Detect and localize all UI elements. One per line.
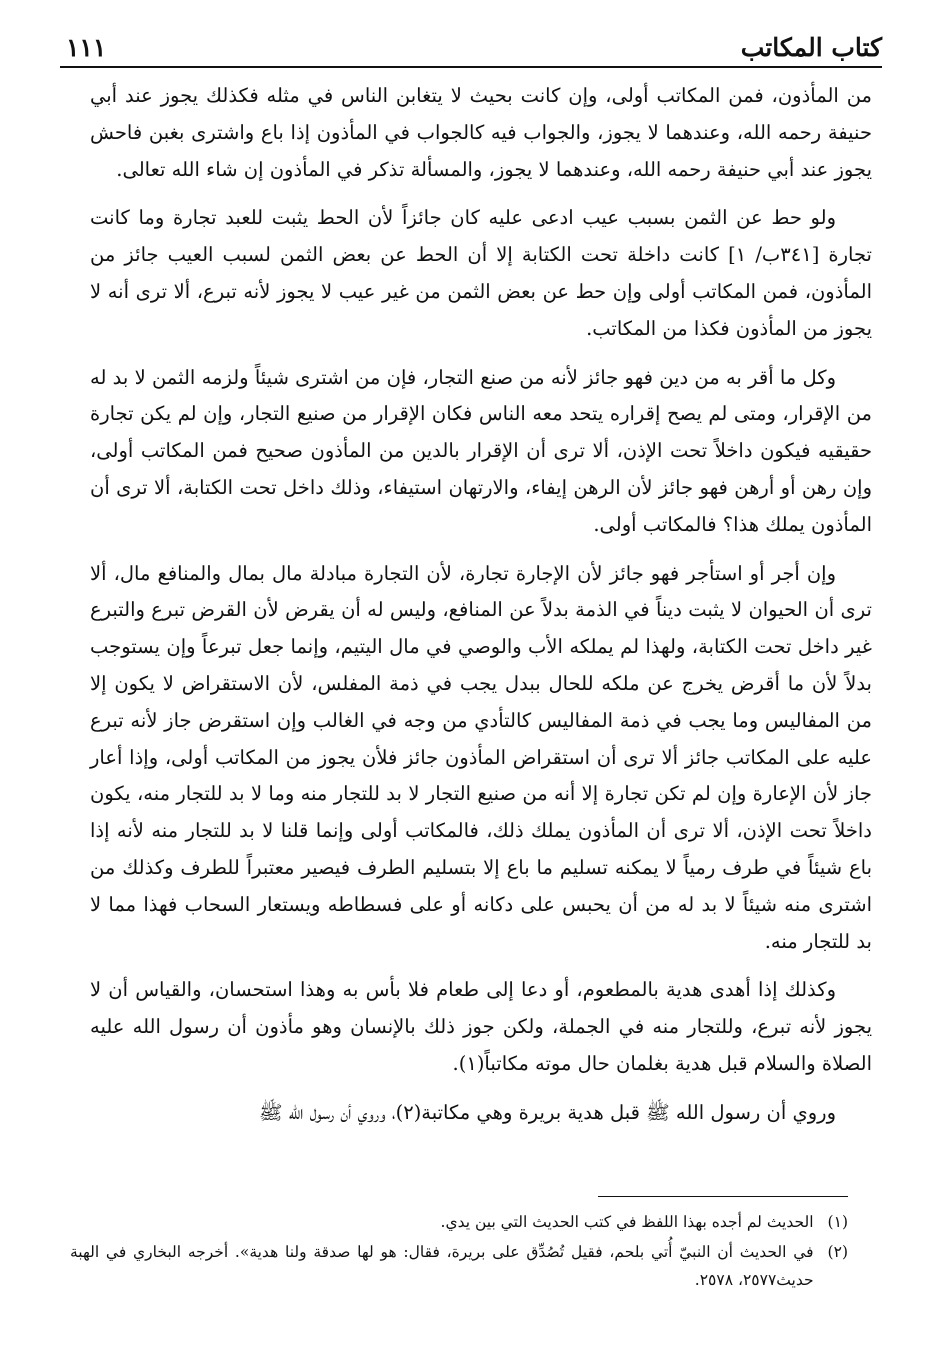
footnote — [70, 1238, 848, 1294]
paragraph: وإن أجر أو استأجر فهو جائز لأن الإجارة تجارة، لأن التجارة مبادلة مال بمال والمنافع مال، ألا ترى أن الحيوان لا يثبت ديناً في الذمة بدلاً عن المنافع، وليس له أن يقرض لأن القرض تبرع والتبرع غير داخل تحت الكتابة، ولهذا لم يملكه الأب والوصي في مال اليتيم، وإنما جعل تبرعاً وإن يستوجب بدلاً لأن ما أقرض يخرج عن ملكه للحال ببدل يجب في ذمة المفلس، لأن الاستقراض لا يكون إلا من المفاليس وما يجب في ذمة المفاليس كالتأدي من وجه في الغالب وإن استقرض جاز لأنه تبرع عليه على المكاتب جائز ألا ترى أن استقراض المأذون جائز فلأن يجوز من المكاتب أولى، وإذا أعار جاز لأن الإعارة وإن لم تكن تجارة إلا أنه من صنيع التجار لا بد للتجار منه وما لا بد للتجار منه، يكون داخلاً تحت الإذن، ألا ترى أن المأذون يملك ذلك، فالمكاتب أولى وإنما قلنا لا بد للتجار منه لأنه إذا باع شيئاً في طرف رمياً لا يمكنه تسليم ما باع إلا بتسليم الطرف فيصير معتبراً للطرف وكذلك من اشترى منه شيئاً لا بد له من أن يحبس على دكانه أو على فسطاطه ويستعار السحاب فهذا مما لا بد للتجار منه. — [90, 561, 872, 953]
paragraph: وكل ما أقر به من دين فهو جائز لأنه من صنع التجار، فإن من اشترى شيئاً ولزمه الثمن لا بد له من الإقرار، ومتى لم يصح إقراره يتحد معه الناس فكان الإقرار من صنيع التجار، وإن لم يكن تجارة حقيقيه فيكون داخلاً تحت الإذن، ألا ترى أن الإقرار بالدين من المأذون صحيح فمن المكاتب أولى، وإن رهن أو أرهن فهو جائز لأن الرهن إيفاء، والارتهان استيفاء، وذلك داخل تحت الكتابة، ألا ترى أن المأذون يملك هذا؟ فالمكاتب أولى. — [90, 365, 872, 536]
footnote-text: الحديث لم أجده بهذا اللفظ في كتب الحديث التي بين يدي. — [440, 1213, 814, 1231]
page-header — [66, 18, 882, 62]
footnote — [70, 1208, 848, 1236]
footnote-rule — [598, 1196, 848, 1197]
paragraph: ولو حط عن الثمن بسبب عيب ادعى عليه كان جائزاً لأن الحط يثبت للعبد تجارة وما كانت تجارة [٣٤١ب/ ١] كانت داخلة تحت الكتابة إلا أن الحط عن بعض الثمن لسبب العيب جائز من المأذون، فمن المكاتب أولى وإن حط عن بعض الثمن من غير عيب لا يجوز لأنه تبرع، ألا ترى أنه لا يجوز من المأذون فكذا من المكاتب. — [90, 206, 872, 340]
page-number: ١١١ — [66, 33, 107, 62]
header-rule — [60, 66, 882, 68]
footnote-number: (١) — [827, 1213, 848, 1231]
footnotes — [70, 1208, 848, 1296]
footnote-number: (٢) — [827, 1243, 848, 1261]
main-text — [90, 78, 872, 1144]
footnote-text: في الحديث أن النبيّ أُتي بلحم، فقيل تُصُدِّق على بريرة، فقال: هو لها صدقة ولنا هدية». أخرجه البخاري في الهبة حديث٢٥٧٧، ٢٥٧٨. — [70, 1243, 814, 1289]
running-title: كتاب المكاتب — [740, 33, 882, 62]
paragraph: من المأذون، فمن المكاتب أولى، وإن كانت بحيث لا يتغابن الناس في مثله فكذلك يجوز عند أبي حنيفة رحمه الله، وعندهما لا يجوز، والجواب فيه كالجواب في المأذون إذا باع واشترى بغبن فاحش يجوز عند أبي حنيفة رحمه الله، وعندهما لا يجوز، والمسألة تذكر في المأذون إن شاء الله تعالى. — [90, 84, 872, 181]
paragraph: وكذلك إذا أهدى هدية بالمطعوم، أو دعا إلى طعام فلا بأس به وهذا استحسان، والقياس أن لا يجوز لأنه تبرع، وللتجار منه في الجملة، ولكن جوز ذلك بالإنسان وهو مأذون أن رسول الله عليه الصلاة والسلام قبل هدية بغلمان حال موته مكاتباً(١). — [90, 978, 872, 1075]
paragraph: وروي أن رسول الله ﷺ قبل هدية بريرة وهي مكاتبة(٢)، وروي أن رسول الله ﷺ — [259, 1100, 836, 1124]
